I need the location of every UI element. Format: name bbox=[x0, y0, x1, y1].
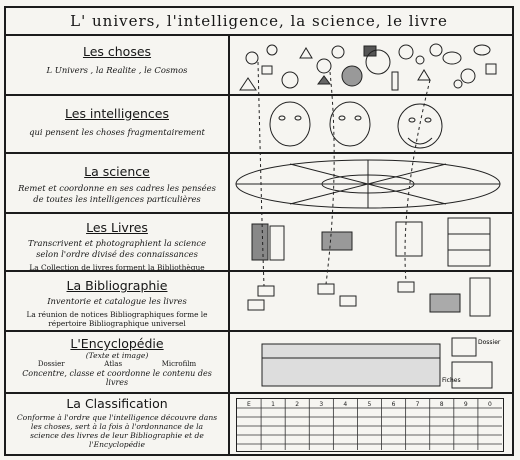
table-header-cell: 7 bbox=[415, 401, 420, 408]
table-header-cell: 9 bbox=[463, 401, 468, 408]
things-objects bbox=[240, 44, 496, 90]
row-note: La Collection de livres forment la Bibliothèque bbox=[29, 263, 205, 272]
row-heading: La Classification bbox=[66, 396, 168, 411]
table-header-cell: 0 bbox=[487, 401, 492, 408]
table-header-cell: 3 bbox=[319, 401, 324, 408]
page-title: L' univers, l'intelligence, la science, le livre bbox=[6, 8, 512, 36]
row-heading: La Bibliographie bbox=[66, 278, 168, 293]
classification-table bbox=[236, 398, 504, 452]
books bbox=[252, 218, 490, 266]
row-description: Concentre, classe et coordonne le contenu des livres bbox=[22, 369, 212, 387]
row-description: Remet et coordonne en ses cadres les pensées de toutes les intelligences particulières bbox=[18, 183, 216, 204]
format-label: Atlas bbox=[104, 360, 123, 368]
format-label: Microfilm bbox=[161, 360, 197, 368]
row-subheading: (Texte et image) bbox=[85, 351, 149, 360]
science-wheel bbox=[236, 160, 500, 208]
classification-grid bbox=[237, 399, 502, 450]
table-header-cell: 4 bbox=[343, 401, 348, 408]
table-header-cell: E bbox=[247, 401, 251, 408]
row-description: L Univers , la Realite , le Cosmos bbox=[46, 65, 188, 75]
row-description: Conforme à l'ordre que l'intelligence découvre dans les choses, sert à la fois à l'ordonnance de la science des livres de leur Bibliographie et de l'Encyclopédie bbox=[16, 413, 218, 449]
row-description: Inventorie et catalogue les livres bbox=[47, 296, 187, 306]
row-description: qui pensent les choses fragmentairement bbox=[29, 127, 205, 137]
row-description: Transcrivent et photographient la science selon l'ordre divisé des connaissances bbox=[27, 238, 207, 259]
row-note: La réunion de notices Bibliographiques forme le répertoire Bibliographique universel bbox=[26, 310, 208, 328]
catalog-cards bbox=[248, 278, 490, 316]
row-heading: Les Livres bbox=[86, 220, 148, 235]
dossier-label: Dossier bbox=[478, 339, 501, 346]
table-header-cell: 8 bbox=[439, 401, 444, 408]
row-heading: Les choses bbox=[82, 44, 152, 59]
cabinet-label: Fiches bbox=[442, 377, 461, 384]
table-header-cell: 2 bbox=[295, 401, 300, 408]
row-heading: L'Encyclopédie bbox=[70, 336, 164, 351]
table-header-cell: 6 bbox=[391, 401, 396, 408]
row-heading: La science bbox=[84, 164, 150, 179]
table-header-cell: 5 bbox=[367, 401, 372, 408]
table-header-cell: 1 bbox=[271, 401, 275, 408]
row-heading: Les intelligences bbox=[65, 106, 169, 121]
format-label: Dossier bbox=[37, 360, 65, 368]
